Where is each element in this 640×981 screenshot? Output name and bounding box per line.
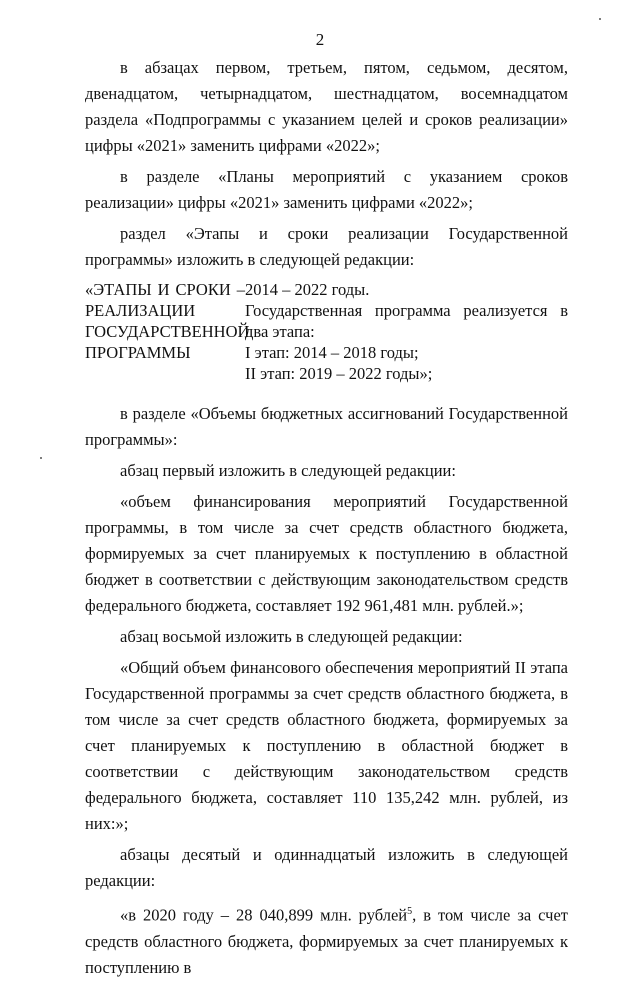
table-value-stage-1: I этап: 2014 – 2018 годы; [245, 343, 419, 362]
scan-speck [599, 18, 601, 20]
paragraph-10-rest: , в том числе за счет средств областного бюджета, формируемых за счет планируемых к поступлению в [85, 905, 568, 977]
table-label-line-3: ГОСУДАРСТВЕННОЙ [85, 322, 250, 341]
stages-table [85, 279, 568, 384]
table-label-line-4: ПРОГРАММЫ [85, 343, 191, 362]
paragraph-1: в абзацах первом, третьем, пятом, седьмом, десятом, двенадцатом, четырнадцатом, шестнадцатом, восемнадцатом раздела «Подпрограммы с указанием целей и сроков реализации» цифры «2021» заменить цифрами «2022»; [85, 58, 568, 155]
document-body [85, 55, 568, 981]
page-number: 2 [315, 30, 325, 49]
table-value-stage-2: II этап: 2019 – 2022 годы»; [245, 364, 433, 383]
paragraph-3: раздел «Этапы и сроки реализации Государственной программы» изложить в следующей редакции: [85, 224, 568, 269]
paragraph-2: в разделе «Планы мероприятий с указанием сроков реализации» цифры «2021» заменить цифрами «2022»; [85, 167, 568, 212]
paragraph-4: в разделе «Объемы бюджетных ассигнований Государственной программы»: [85, 404, 568, 449]
paragraph-8: «Общий объем финансового обеспечения мероприятий II этапа Государственной программы за счет средств областного бюджета, в том числе за счет средств областного бюджета, формируемых за счет планируемых к поступлению в областной бюджет в соответствии с действующим законодательством средств федерального бюджета, составляет 110 135,242 млн. рублей, из них:»; [85, 658, 568, 833]
paragraph-9: абзацы десятый и одиннадцатый изложить в следующей редакции: [85, 845, 568, 890]
paragraph-10 [85, 899, 568, 981]
table-label-line-1: «ЭТАПЫ И СРОКИ – [85, 280, 245, 299]
stages-table-label [85, 279, 250, 384]
table-label-line-2: РЕАЛИЗАЦИИ [85, 301, 196, 320]
table-value-stages-intro: Государственная программа реализуется в два этапа: [245, 301, 568, 341]
stages-table-value [245, 279, 568, 384]
paragraph-6: «объем финансирования мероприятий Государственной программы, в том числе за счет средств областного бюджета, формируемых за счет планируемых к поступлению в областной бюджет в соответствии с действующим законодательством средств федерального бюджета, составляет 192 961,481 млн. рублей.»; [85, 492, 568, 615]
paragraph-10-start: «в 2020 году – 28 040,899 млн. рублей [120, 905, 408, 925]
table-value-period: 2014 – 2022 годы. [245, 280, 370, 299]
scan-speck [40, 457, 42, 459]
paragraph-7: абзац восьмой изложить в следующей редакции: [120, 627, 463, 646]
footnote-marker: 5 [407, 906, 413, 917]
paragraph-5: абзац первый изложить в следующей редакции: [120, 461, 456, 480]
